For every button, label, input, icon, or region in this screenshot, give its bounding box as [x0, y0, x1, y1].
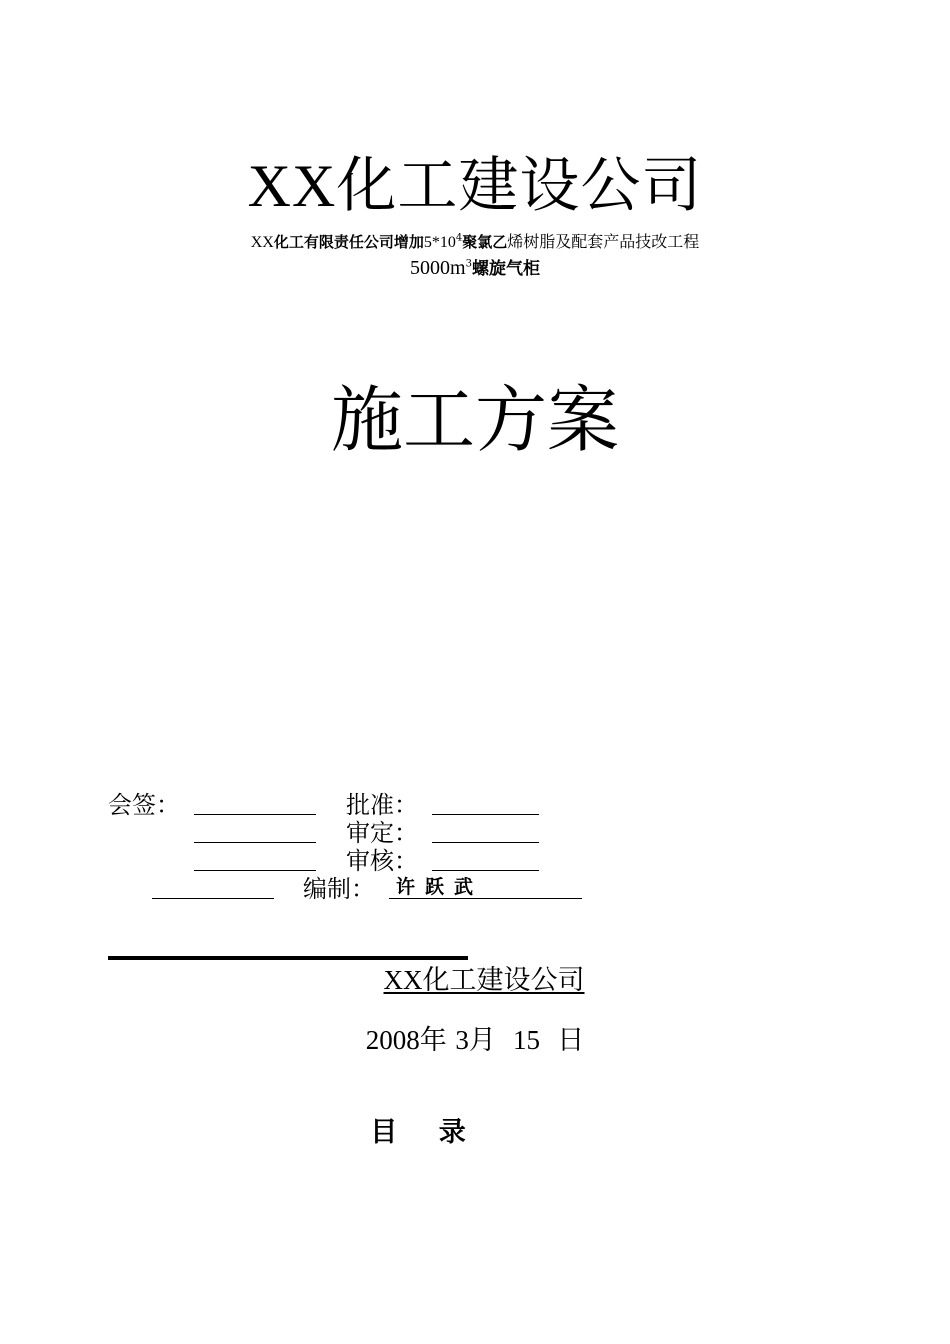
countersign-label: 会签：: [108, 791, 180, 819]
date-month: 3: [455, 1025, 469, 1055]
footer-company: [0, 958, 950, 997]
audit-blank: [432, 846, 539, 871]
date-day: 15: [513, 1025, 541, 1055]
project-subtitle: [0, 254, 950, 280]
review-blank: [432, 818, 539, 843]
project-company-text: 化工有限责任公司增加: [273, 233, 424, 251]
countersign-blank-1: [194, 790, 316, 815]
footer-company-name: 化工建设公司: [422, 965, 585, 996]
table-of-contents-heading: 目 录: [370, 1117, 466, 1148]
document-date: [0, 1018, 950, 1057]
gasholder-type: 螺旋气柜: [471, 259, 540, 279]
project-prefix: XX: [250, 234, 274, 251]
countersign-blank-4: [152, 874, 274, 899]
company-title-prefix: XX: [247, 153, 337, 219]
date-month-unit: 月: [468, 1025, 496, 1056]
project-description: [0, 229, 950, 252]
compile-label: 编制：: [303, 875, 375, 903]
gasholder-volume-exponent: 3: [465, 258, 472, 270]
company-title: [0, 138, 950, 224]
gasholder-volume: 5000m: [410, 257, 466, 279]
date-year: 2008: [365, 1025, 420, 1055]
date-day-unit: 日: [557, 1025, 585, 1056]
project-rest-text: 烯树脂及配套产品技改工程: [507, 232, 700, 251]
audit-label: 审核：: [346, 847, 418, 875]
approve-label: 批准：: [346, 791, 418, 819]
countersign-blank-3: [194, 846, 316, 871]
project-product-text: 聚氯乙: [462, 233, 508, 251]
document-type-title: 施工方案: [330, 378, 619, 462]
date-year-unit: 年: [419, 1025, 447, 1056]
compiler-name: 许跃武: [396, 876, 484, 898]
footer-company-prefix: XX: [383, 965, 423, 995]
countersign-blank-2: [194, 818, 316, 843]
project-quantity: 5*10: [423, 234, 456, 251]
company-title-name: 化工建设公司: [336, 151, 703, 221]
review-label: 审定：: [346, 819, 418, 847]
project-quantity-exponent: 4: [455, 232, 463, 244]
approve-blank: [432, 790, 539, 815]
